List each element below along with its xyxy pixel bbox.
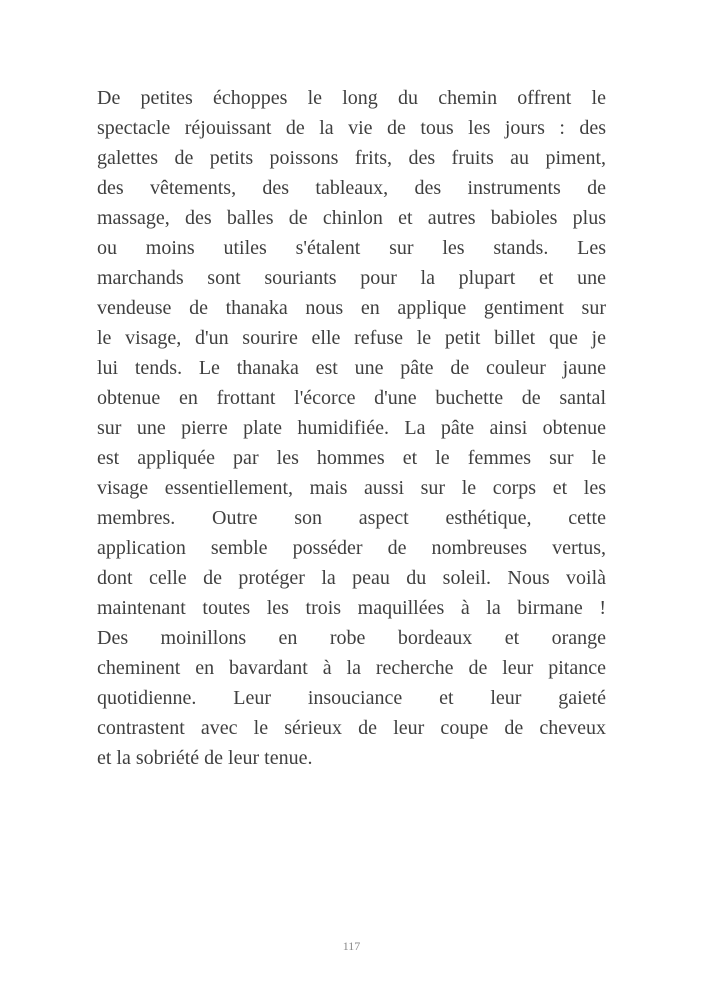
text-line: cheminent en bavardant à la recherche de leur pitance [97,657,606,679]
text-line: spectacle réjouissant de la vie de tous les jours : des [97,117,606,139]
text-line: maintenant toutes les trois maquillées à la birmane ! [97,597,606,619]
page-text [97,83,606,773]
text-line: dont celle de protéger la peau du soleil. Nous voilà [97,567,606,589]
text-line: membres. Outre son aspect esthétique, cette [97,507,606,529]
text-line: obtenue en frottant l'écorce d'une buchette de santal [97,387,606,409]
text-line: massage, des balles de chinlon et autres babioles plus [97,207,606,229]
text-line: est appliquée par les hommes et le femmes sur le [97,447,606,469]
text-line: application semble posséder de nombreuses vertus, [97,537,606,559]
text-line: Des moinillons en robe bordeaux et orange [97,627,606,649]
text-line: lui tends. Le thanaka est une pâte de couleur jaune [97,357,606,379]
text-line: marchands sont souriants pour la plupart et une [97,267,606,289]
text-line: vendeuse de thanaka nous en applique gentiment sur [97,297,606,319]
text-line: ou moins utiles s'étalent sur les stands. Les [97,237,606,259]
text-line: visage essentiellement, mais aussi sur le corps et les [97,477,606,499]
text-line: quotidienne. Leur insouciance et leur gaieté [97,687,606,709]
text-line: De petites échoppes le long du chemin offrent le [97,87,606,109]
page-number: 117 [342,939,361,953]
text-line: le visage, d'un sourire elle refuse le petit billet que je [97,327,606,349]
text-line: galettes de petits poissons frits, des fruits au piment, [97,147,606,169]
text-line: contrastent avec le sérieux de leur coupe de cheveux [97,717,606,739]
text-line: et la sobriété de leur tenue. [97,747,313,769]
text-line: des vêtements, des tableaux, des instruments de [97,177,606,199]
text-line: sur une pierre plate humidifiée. La pâte ainsi obtenue [97,417,606,439]
